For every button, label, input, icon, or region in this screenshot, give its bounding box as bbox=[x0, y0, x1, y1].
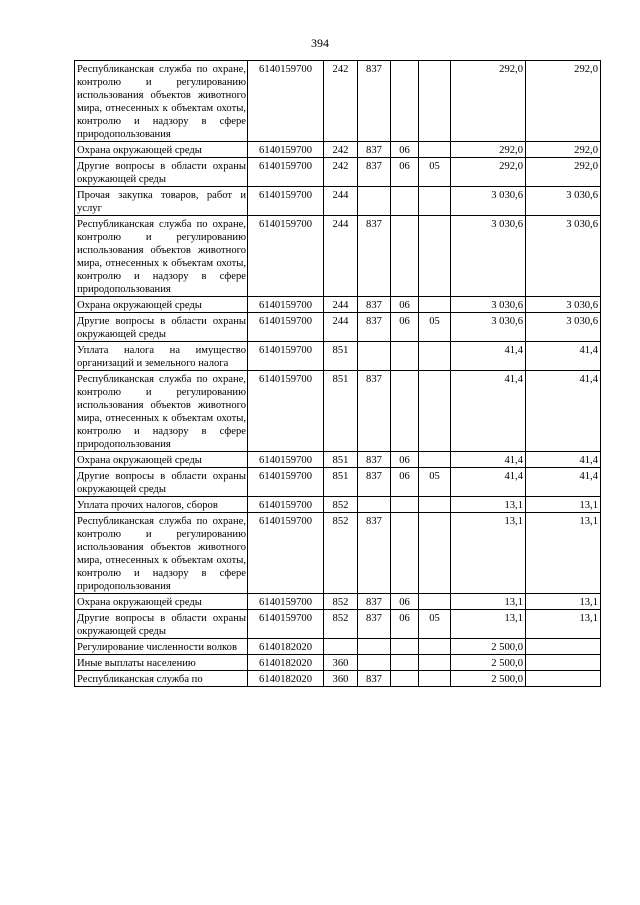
section-cell bbox=[391, 655, 419, 671]
amount-year1-cell: 292,0 bbox=[451, 142, 526, 158]
row-name-cell: Другие вопросы в области охраны окружающей среды bbox=[75, 313, 248, 342]
section-cell: 06 bbox=[391, 594, 419, 610]
section-cell bbox=[391, 671, 419, 687]
section-cell bbox=[391, 61, 419, 142]
subsection-cell: 05 bbox=[419, 468, 451, 497]
expense-type-cell: 242 bbox=[324, 158, 358, 187]
target-article-cell: 6140182020 bbox=[248, 671, 324, 687]
table-row bbox=[75, 187, 601, 216]
row-name-cell: Другие вопросы в области охраны окружающей среды bbox=[75, 468, 248, 497]
row-name-cell: Республиканская служба по охране, контролю и регулированию использования объектов животного мира, отнесенных к объектам охоты, контролю и надзору в сфере природопользования bbox=[75, 216, 248, 297]
table-row bbox=[75, 671, 601, 687]
row-name-cell: Республиканская служба по охране, контролю и регулированию использования объектов животного мира, отнесенных к объектам охоты, контролю и надзору в сфере природопользования bbox=[75, 513, 248, 594]
section-cell bbox=[391, 371, 419, 452]
amount-year1-cell: 292,0 bbox=[451, 158, 526, 187]
ministry-code-cell: 837 bbox=[358, 594, 391, 610]
subsection-cell bbox=[419, 452, 451, 468]
amount-year2-cell bbox=[526, 671, 601, 687]
row-name-cell: Охрана окружающей среды bbox=[75, 297, 248, 313]
amount-year1-cell: 41,4 bbox=[451, 371, 526, 452]
subsection-cell: 05 bbox=[419, 313, 451, 342]
row-name-cell: Республиканская служба по охране, контролю и регулированию использования объектов животного мира, отнесенных к объектам охоты, контролю и надзору в сфере природопользования bbox=[75, 371, 248, 452]
target-article-cell: 6140159700 bbox=[248, 61, 324, 142]
row-name-cell: Уплата налога на имущество организаций и земельного налога bbox=[75, 342, 248, 371]
row-name-cell: Прочая закупка товаров, работ и услуг bbox=[75, 187, 248, 216]
table-row bbox=[75, 497, 601, 513]
subsection-cell: 05 bbox=[419, 610, 451, 639]
section-cell: 06 bbox=[391, 468, 419, 497]
amount-year2-cell: 292,0 bbox=[526, 61, 601, 142]
section-cell: 06 bbox=[391, 297, 419, 313]
expense-type-cell: 852 bbox=[324, 497, 358, 513]
target-article-cell: 6140182020 bbox=[248, 655, 324, 671]
ministry-code-cell: 837 bbox=[358, 216, 391, 297]
row-name-cell: Другие вопросы в области охраны окружающей среды bbox=[75, 158, 248, 187]
target-article-cell: 6140159700 bbox=[248, 313, 324, 342]
table-row bbox=[75, 313, 601, 342]
section-cell: 06 bbox=[391, 452, 419, 468]
ministry-code-cell bbox=[358, 497, 391, 513]
amount-year2-cell: 41,4 bbox=[526, 371, 601, 452]
ministry-code-cell: 837 bbox=[358, 610, 391, 639]
amount-year2-cell: 41,4 bbox=[526, 452, 601, 468]
section-cell bbox=[391, 513, 419, 594]
amount-year1-cell: 2 500,0 bbox=[451, 639, 526, 655]
table-row bbox=[75, 452, 601, 468]
section-cell: 06 bbox=[391, 158, 419, 187]
amount-year2-cell bbox=[526, 655, 601, 671]
amount-year2-cell: 3 030,6 bbox=[526, 187, 601, 216]
table-row bbox=[75, 342, 601, 371]
amount-year1-cell: 13,1 bbox=[451, 594, 526, 610]
target-article-cell: 6140159700 bbox=[248, 187, 324, 216]
table-row bbox=[75, 142, 601, 158]
table-row bbox=[75, 513, 601, 594]
subsection-cell bbox=[419, 187, 451, 216]
amount-year1-cell: 41,4 bbox=[451, 468, 526, 497]
subsection-cell bbox=[419, 342, 451, 371]
subsection-cell bbox=[419, 61, 451, 142]
target-article-cell: 6140159700 bbox=[248, 216, 324, 297]
amount-year1-cell: 41,4 bbox=[451, 342, 526, 371]
amount-year2-cell: 41,4 bbox=[526, 342, 601, 371]
page-number: 394 bbox=[311, 36, 329, 50]
subsection-cell bbox=[419, 655, 451, 671]
expense-type-cell: 852 bbox=[324, 610, 358, 639]
section-cell bbox=[391, 639, 419, 655]
amount-year2-cell: 13,1 bbox=[526, 513, 601, 594]
amount-year2-cell bbox=[526, 639, 601, 655]
expense-type-cell: 851 bbox=[324, 468, 358, 497]
ministry-code-cell bbox=[358, 639, 391, 655]
amount-year1-cell: 41,4 bbox=[451, 452, 526, 468]
expense-type-cell: 360 bbox=[324, 671, 358, 687]
expense-type-cell: 360 bbox=[324, 655, 358, 671]
target-article-cell: 6140159700 bbox=[248, 371, 324, 452]
target-article-cell: 6140159700 bbox=[248, 158, 324, 187]
ministry-code-cell: 837 bbox=[358, 468, 391, 497]
expense-type-cell: 242 bbox=[324, 142, 358, 158]
budget-table-body bbox=[75, 61, 601, 687]
amount-year2-cell: 13,1 bbox=[526, 610, 601, 639]
expense-type-cell: 244 bbox=[324, 216, 358, 297]
ministry-code-cell: 837 bbox=[358, 452, 391, 468]
expense-type-cell: 852 bbox=[324, 594, 358, 610]
expense-type-cell: 244 bbox=[324, 187, 358, 216]
amount-year1-cell: 2 500,0 bbox=[451, 655, 526, 671]
ministry-code-cell: 837 bbox=[358, 671, 391, 687]
ministry-code-cell: 837 bbox=[358, 297, 391, 313]
expense-type-cell: 852 bbox=[324, 513, 358, 594]
amount-year1-cell: 3 030,6 bbox=[451, 297, 526, 313]
target-article-cell: 6140159700 bbox=[248, 594, 324, 610]
ministry-code-cell: 837 bbox=[358, 313, 391, 342]
table-row bbox=[75, 216, 601, 297]
target-article-cell: 6140182020 bbox=[248, 639, 324, 655]
target-article-cell: 6140159700 bbox=[248, 513, 324, 594]
row-name-cell: Республиканская служба по охране, контролю и регулированию использования объектов животного мира, отнесенных к объектам охоты, контролю и надзору в сфере природопользования bbox=[75, 61, 248, 142]
table-row bbox=[75, 61, 601, 142]
expense-type-cell: 851 bbox=[324, 342, 358, 371]
subsection-cell bbox=[419, 371, 451, 452]
section-cell bbox=[391, 497, 419, 513]
amount-year2-cell: 3 030,6 bbox=[526, 216, 601, 297]
ministry-code-cell: 837 bbox=[358, 371, 391, 452]
expense-type-cell: 242 bbox=[324, 61, 358, 142]
row-name-cell: Охрана окружающей среды bbox=[75, 142, 248, 158]
section-cell: 06 bbox=[391, 313, 419, 342]
subsection-cell bbox=[419, 639, 451, 655]
subsection-cell bbox=[419, 671, 451, 687]
target-article-cell: 6140159700 bbox=[248, 297, 324, 313]
subsection-cell bbox=[419, 216, 451, 297]
subsection-cell bbox=[419, 142, 451, 158]
ministry-code-cell: 837 bbox=[358, 61, 391, 142]
ministry-code-cell: 837 bbox=[358, 513, 391, 594]
row-name-cell: Республиканская служба по bbox=[75, 671, 248, 687]
section-cell bbox=[391, 187, 419, 216]
amount-year2-cell: 292,0 bbox=[526, 142, 601, 158]
ministry-code-cell: 837 bbox=[358, 158, 391, 187]
section-cell: 06 bbox=[391, 610, 419, 639]
subsection-cell: 05 bbox=[419, 158, 451, 187]
amount-year1-cell: 13,1 bbox=[451, 497, 526, 513]
amount-year1-cell: 3 030,6 bbox=[451, 216, 526, 297]
target-article-cell: 6140159700 bbox=[248, 610, 324, 639]
row-name-cell: Охрана окружающей среды bbox=[75, 594, 248, 610]
table-row bbox=[75, 655, 601, 671]
target-article-cell: 6140159700 bbox=[248, 468, 324, 497]
amount-year1-cell: 292,0 bbox=[451, 61, 526, 142]
row-name-cell: Охрана окружающей среды bbox=[75, 452, 248, 468]
amount-year2-cell: 41,4 bbox=[526, 468, 601, 497]
ministry-code-cell: 837 bbox=[358, 142, 391, 158]
amount-year1-cell: 2 500,0 bbox=[451, 671, 526, 687]
target-article-cell: 6140159700 bbox=[248, 497, 324, 513]
target-article-cell: 6140159700 bbox=[248, 142, 324, 158]
amount-year1-cell: 3 030,6 bbox=[451, 313, 526, 342]
amount-year2-cell: 3 030,6 bbox=[526, 297, 601, 313]
amount-year1-cell: 13,1 bbox=[451, 610, 526, 639]
subsection-cell bbox=[419, 297, 451, 313]
table-row bbox=[75, 639, 601, 655]
table-row bbox=[75, 158, 601, 187]
amount-year2-cell: 3 030,6 bbox=[526, 313, 601, 342]
table-row bbox=[75, 610, 601, 639]
ministry-code-cell bbox=[358, 187, 391, 216]
section-cell bbox=[391, 342, 419, 371]
ministry-code-cell bbox=[358, 655, 391, 671]
subsection-cell bbox=[419, 497, 451, 513]
ministry-code-cell bbox=[358, 342, 391, 371]
table-row bbox=[75, 468, 601, 497]
amount-year1-cell: 13,1 bbox=[451, 513, 526, 594]
row-name-cell: Уплата прочих налогов, сборов bbox=[75, 497, 248, 513]
subsection-cell bbox=[419, 513, 451, 594]
expense-type-cell bbox=[324, 639, 358, 655]
subsection-cell bbox=[419, 594, 451, 610]
budget-table bbox=[74, 60, 601, 687]
amount-year2-cell: 13,1 bbox=[526, 497, 601, 513]
amount-year1-cell: 3 030,6 bbox=[451, 187, 526, 216]
expense-type-cell: 244 bbox=[324, 313, 358, 342]
target-article-cell: 6140159700 bbox=[248, 342, 324, 371]
amount-year2-cell: 13,1 bbox=[526, 594, 601, 610]
row-name-cell: Другие вопросы в области охраны окружающей среды bbox=[75, 610, 248, 639]
table-row bbox=[75, 297, 601, 313]
section-cell bbox=[391, 216, 419, 297]
table-row bbox=[75, 371, 601, 452]
expense-type-cell: 244 bbox=[324, 297, 358, 313]
target-article-cell: 6140159700 bbox=[248, 452, 324, 468]
expense-type-cell: 851 bbox=[324, 452, 358, 468]
amount-year2-cell: 292,0 bbox=[526, 158, 601, 187]
expense-type-cell: 851 bbox=[324, 371, 358, 452]
table-row bbox=[75, 594, 601, 610]
row-name-cell: Регулирование численности волков bbox=[75, 639, 248, 655]
row-name-cell: Иные выплаты населению bbox=[75, 655, 248, 671]
section-cell: 06 bbox=[391, 142, 419, 158]
